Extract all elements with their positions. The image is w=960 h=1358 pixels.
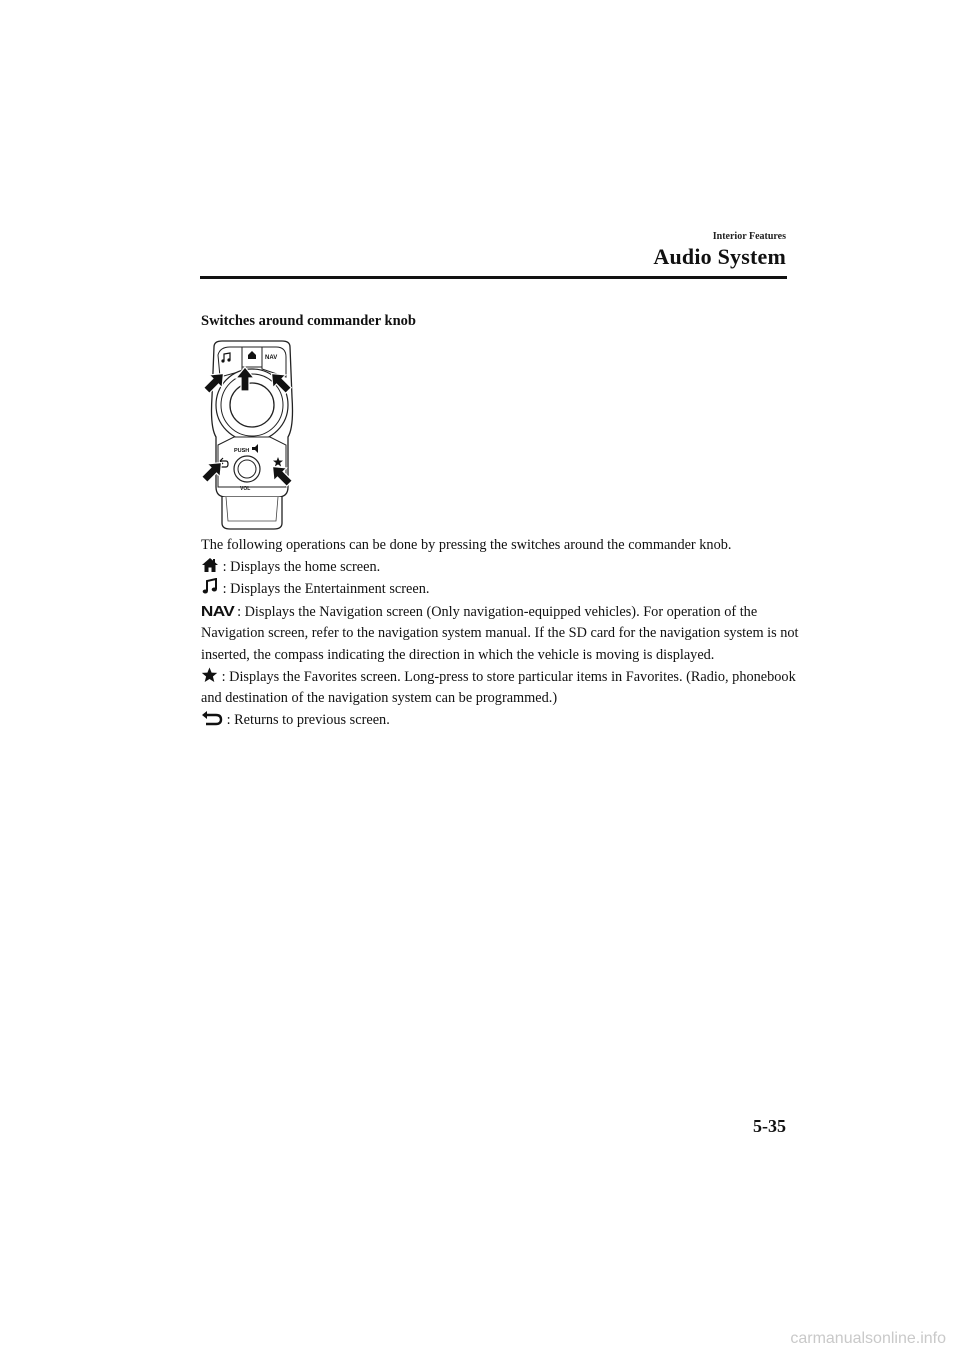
list-item-navigation: NAV : Displays the Navigation screen (Only navigation-equipped vehicles). For operation of the Navigation screen, refer to the navigation system manual. If the SD card for the navigation system is not inserted, the compass indicating the direction in which the vehicle is moving is displayed. [200, 602, 799, 663]
music-icon [201, 578, 219, 595]
list-item-home: : Displays the home screen. [201, 557, 801, 579]
page-number: 5-35 [753, 1116, 786, 1136]
star-icon [201, 667, 218, 683]
watermark: carmanualsonline.info [790, 1330, 946, 1347]
list-item-back: : Returns to previous screen. [201, 710, 801, 732]
subheading: Switches around commander knob [201, 313, 416, 329]
list-item-entertainment: : Displays the Entertainment screen. [201, 578, 801, 601]
nav-label: NAV [265, 355, 278, 361]
svg-text:PUSH: PUSH [234, 448, 250, 454]
header-divider [200, 276, 787, 279]
svg-text:VOL: VOL [240, 486, 251, 492]
body-text [201, 535, 801, 731]
intro-paragraph: The following operations can be done by pressing the switches around the commander knob. [201, 537, 732, 553]
home-icon [201, 557, 219, 573]
page-title: Audio System [653, 244, 786, 269]
commander-knob-illustration [196, 337, 306, 537]
back-icon [201, 710, 223, 726]
section-label: Interior Features [712, 231, 786, 242]
nav-icon: NAV [200, 602, 235, 620]
list-item-favorites: : Displays the Favorites screen. Long-press to store particular items in Favorites. (Radio, phonebook and destination of the navigation system can be programmed.) [201, 668, 796, 707]
